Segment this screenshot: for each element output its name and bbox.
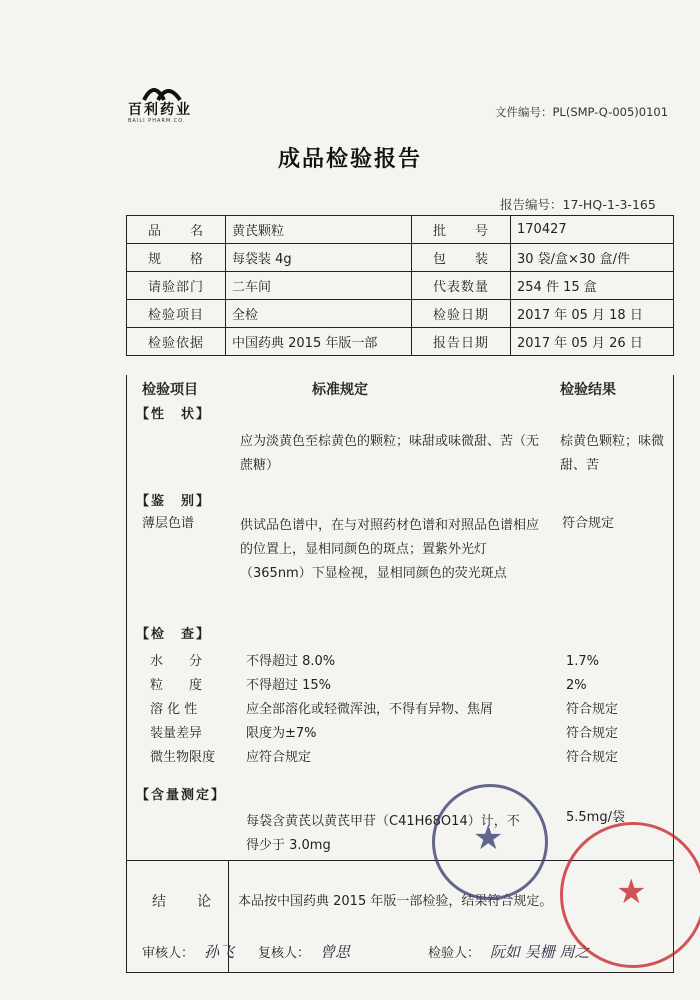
test-date-value: 2017 年 05 月 18 日 xyxy=(511,300,674,328)
inspector-signature: 阮如 吴栅 周之 xyxy=(490,943,590,961)
inspection-result: 1.7% xyxy=(566,654,600,669)
header-info-table xyxy=(126,215,674,356)
inspection-standard: 应全部溶化或轻微浑浊，不得有异物、焦屑 xyxy=(246,702,494,717)
company-seal-stamp xyxy=(560,822,700,968)
inspection-item: 溶 化 性 xyxy=(150,702,198,717)
assay-result: 5.5mg/袋 xyxy=(566,810,625,825)
basis-label: 检验依据 xyxy=(127,328,226,356)
inspector-label: 检验人： xyxy=(428,946,481,961)
checker-label: 复核人： xyxy=(258,946,311,961)
column-header-standard: 标准规定 xyxy=(312,382,368,398)
assay-standard-line1: 每袋含黄芪以黄芪甲苷（C41H68O14）计，不 xyxy=(246,814,520,829)
identification-item: 薄层色谱 xyxy=(142,516,195,531)
reviewer-signature: 孙飞 xyxy=(204,943,235,961)
qty-label: 代表数量 xyxy=(412,272,511,300)
inspection-result: 符合规定 xyxy=(566,702,619,717)
table-row xyxy=(127,244,674,272)
assay-standard-line2: 得少于 3.0mg xyxy=(246,838,331,853)
seal-star-icon: ★ xyxy=(473,818,504,858)
inspection-standard: 不得超过 8.0% xyxy=(246,654,336,669)
report-date-value: 2017 年 05 月 26 日 xyxy=(511,328,674,356)
checker-signature: 曾思 xyxy=(320,943,351,961)
quality-seal-stamp xyxy=(432,784,548,900)
character-result: 棕黄色颗粒；味微甜、苦 xyxy=(560,434,665,473)
company-logo xyxy=(128,80,200,124)
inspection-item: 微生物限度 xyxy=(150,750,216,765)
inspection-item: 水 分 xyxy=(150,654,203,669)
report-date-label: 报告日期 xyxy=(412,328,511,356)
conclusion-text: 本品按中国药典 2015 年版一部检验，结果符合规定。 xyxy=(238,894,553,909)
column-header-result: 检验结果 xyxy=(560,382,616,398)
column-header-item: 检验项目 xyxy=(142,382,198,398)
dept-label: 请验部门 xyxy=(127,272,226,300)
table-row xyxy=(127,216,674,244)
item-label: 检验项目 xyxy=(127,300,226,328)
inspection-item: 粒 度 xyxy=(150,678,203,693)
table-row xyxy=(127,272,674,300)
report-number: 报告编号：17-HQ-1-3-165 xyxy=(500,197,656,212)
inspection-item: 装量差异 xyxy=(150,726,203,741)
test-date-label: 检验日期 xyxy=(412,300,511,328)
table-row xyxy=(127,300,674,328)
section-assay-title: 【含量测定】 xyxy=(136,788,227,803)
batch-label: 批 号 xyxy=(412,216,511,244)
spec-label: 规 格 xyxy=(127,244,226,272)
section-identification-title: 【鉴 别】 xyxy=(136,494,212,509)
identification-standard: 供试品色谱中，在与对照药材色谱和对照品色谱相应的位置上，显相同颜色的斑点；置紫外光灯（365nm）下显检视，显相同颜色的荧光斑点 xyxy=(240,518,540,581)
pack-label: 包 装 xyxy=(412,244,511,272)
dept-value: 二车间 xyxy=(226,272,412,300)
product-label: 品 名 xyxy=(127,216,226,244)
reviewer-label: 审核人： xyxy=(142,946,195,961)
character-standard: 应为淡黄色至棕黄色的颗粒；味甜或味微甜、苦（无蔗糖） xyxy=(240,434,540,473)
inspection-standard: 应符合规定 xyxy=(246,750,312,765)
seal-star-icon: ★ xyxy=(616,872,647,912)
section-character-title: 【性 状】 xyxy=(136,407,212,422)
company-name-en: BAILI PHARM.CO. xyxy=(128,118,186,124)
logo-mark-icon xyxy=(142,80,182,102)
item-value: 全检 xyxy=(226,300,412,328)
product-value: 黄芪颗粒 xyxy=(226,216,412,244)
qty-value: 254 件 15 盒 xyxy=(511,272,674,300)
identification-result: 符合规定 xyxy=(562,516,615,531)
pack-value: 30 袋/盒×30 盒/件 xyxy=(511,244,674,272)
inspection-result: 符合规定 xyxy=(566,726,619,741)
table-row xyxy=(127,328,674,356)
basis-value: 中国药典 2015 年版一部 xyxy=(226,328,412,356)
company-name-cn: 百利药业 xyxy=(128,102,192,118)
inspection-result: 2% xyxy=(566,678,587,693)
report-title: 成品检验报告 xyxy=(277,147,422,172)
spec-value: 每袋装 4g xyxy=(226,244,412,272)
inspection-result: 符合规定 xyxy=(566,750,619,765)
section-inspection-title: 【检 查】 xyxy=(136,627,212,642)
document-number: 文件编号：PL(SMP-Q-005)0101 xyxy=(495,105,669,119)
batch-value: 170427 xyxy=(511,216,674,244)
inspection-standard: 不得超过 15% xyxy=(246,678,332,693)
inspection-standard: 限度为±7% xyxy=(246,726,317,741)
conclusion-label: 结 论 xyxy=(152,894,212,910)
